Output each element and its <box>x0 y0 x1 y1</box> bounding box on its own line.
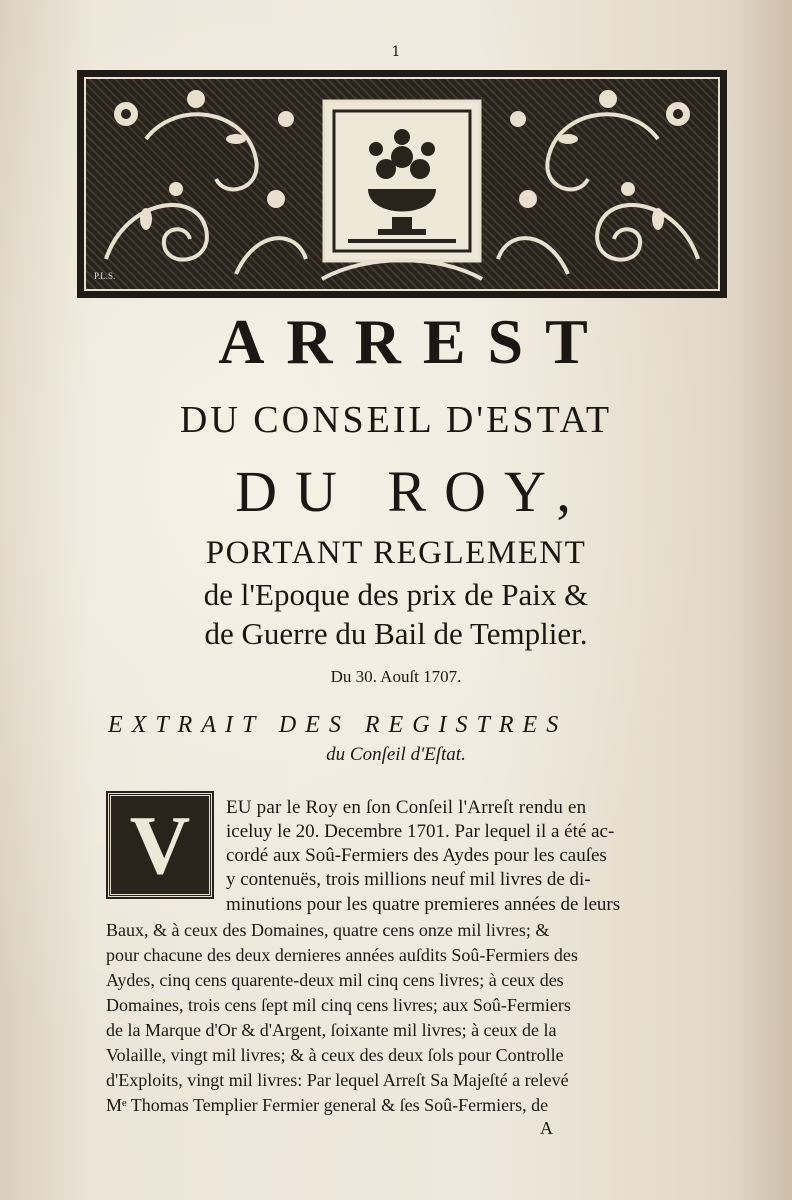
headpiece-panel <box>84 77 720 291</box>
decree-date: Du 30. Aouſt 1707. <box>330 667 462 686</box>
title-du-roy: DU ROY, <box>235 459 589 524</box>
initial-letter: V <box>129 798 191 892</box>
body-line: minutions pour les quatre premieres années de leurs <box>226 894 621 915</box>
body-line: Volaille, vingt mil livres; & à ceux des deux ſols pour Controlle <box>106 1045 564 1065</box>
title-portant-reglement: PORTANT REGLEMENT <box>205 535 587 571</box>
title-conseil: DU CONSEIL D'ESTAT <box>179 399 613 441</box>
decorated-initial <box>108 793 212 897</box>
body-line: Mᵉ Thomas Templier Fermier general & ſes Soû-Fermiers, de <box>106 1095 549 1115</box>
body-line: Baux, & à ceux des Domaines, quatre cens onze mil livres; & <box>106 920 550 940</box>
floral-ornament-icon <box>86 79 718 289</box>
body-line: Domaines, trois cens ſept mil cinq cens livres; aux Soû-Fermiers <box>106 995 571 1015</box>
title-arrest: ARREST <box>218 306 610 377</box>
headpiece-monogram: P.L.S. <box>94 271 116 281</box>
ornamental-headpiece <box>77 70 727 298</box>
body-line: d'Exploits, vingt mil livres: Par lequel Arreſt Sa Majeſté a relevé <box>106 1070 569 1090</box>
page-number: 1 <box>391 44 401 60</box>
title-subline-2: de Guerre du Bail de Templier. <box>204 616 588 651</box>
body-line: y contenuës, trois millions neuf mil livres de di- <box>226 869 591 890</box>
extract-heading: EXTRAIT DES REGISTRES <box>108 712 568 738</box>
title-subline-1: de l'Epoque des prix de Paix & <box>203 577 589 612</box>
body-line: pour chacune des deux dernieres années auſdits Soû-Fermiers des <box>106 945 578 965</box>
body-line: iceluy le 20. Decembre 1701. Par lequel il a été ac- <box>226 821 615 842</box>
body-line: cordé aux Soû-Fermiers des Aydes pour les cauſes <box>226 845 607 866</box>
body-line: Aydes, cinq cens quarente-deux mil cinq cens livres; à ceux des <box>106 970 564 990</box>
extract-subheading: du Conſeil d'Eſtat. <box>326 744 466 765</box>
body-line: EU par le Roy en ſon Conſeil l'Arreſt rendu en <box>226 797 587 818</box>
signature-mark: A <box>540 1118 553 1138</box>
body-line: de la Marque d'Or & d'Argent, ſoixante mil livres; à ceux de la <box>106 1020 557 1040</box>
